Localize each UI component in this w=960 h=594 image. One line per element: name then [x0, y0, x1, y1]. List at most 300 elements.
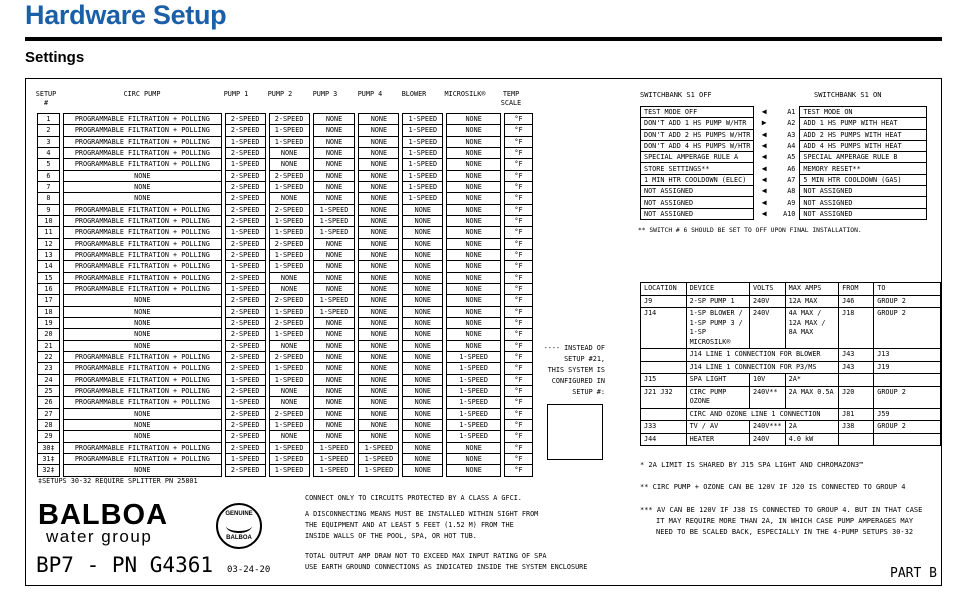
switch-off-label: NOT ASSIGNED: [641, 197, 754, 208]
instead-line: THIS SYSTEM IS: [547, 366, 605, 374]
setup-cell: °F: [505, 261, 533, 272]
brand-tagline: water group: [46, 527, 153, 546]
balboa-logo: [38, 501, 168, 545]
footnote-5: NEED TO BE SCALED BACK, ESPECIALLY IN THE 4-PUMP SETUPS 30-32: [656, 528, 914, 536]
setup-cell: NONE: [403, 340, 443, 351]
setup-cell: NONE: [447, 215, 501, 226]
connection-cell: 240V: [749, 433, 785, 446]
setup-cell: NONE: [313, 136, 355, 147]
setup-cell: NONE: [403, 351, 443, 362]
setup-cell: NONE: [403, 431, 443, 442]
setup-cell: NONE: [447, 147, 501, 158]
setup-row: [38, 204, 533, 215]
header-temp-scale: TEMP SCALE: [500, 90, 522, 107]
connection-cell: 4.0 kW: [785, 433, 838, 446]
switch-id: A5: [787, 153, 796, 162]
instead-note: [533, 343, 605, 398]
connection-cell: GROUP 2: [874, 386, 941, 408]
setup-cell: 29: [38, 431, 60, 442]
setup-cell: NONE: [313, 261, 355, 272]
brand-name: BALBOA: [38, 499, 169, 531]
setup-cell: PROGRAMMABLE FILTRATION + POLLING: [63, 238, 221, 249]
setup-cell: 10: [38, 215, 60, 226]
warning-line: INSIDE WALLS OF THE POOL, SPA, OR HOT TUB.: [305, 532, 477, 540]
setup-cell: 17: [38, 295, 60, 306]
switch-position-arrow-icon: ◀: [761, 152, 767, 162]
setup-cell: PROGRAMMABLE FILTRATION + POLLING: [63, 453, 221, 464]
setup-cell: NONE: [359, 215, 399, 226]
setup-cell: °F: [505, 215, 533, 226]
switch-position-arrow-icon: ▶: [761, 118, 767, 128]
setup-cell: NONE: [359, 181, 399, 192]
setup-cell: 28: [38, 419, 60, 430]
setup-cell: NONE: [403, 385, 443, 396]
setup-cell: NONE: [403, 442, 443, 453]
setup-cell: 2-SPEED: [225, 317, 265, 328]
setup-cell: 22: [38, 351, 60, 362]
switch-id: A10: [783, 209, 796, 218]
setup-cell: 1-SPEED: [225, 397, 265, 408]
setup-cell: PROGRAMMABLE FILTRATION + POLLING: [63, 159, 221, 170]
setup-cell: PROGRAMMABLE FILTRATION + POLLING: [63, 283, 221, 294]
footnote-1: * 2A LIMIT IS SHARED BY J15 SPA LIGHT AND CHROMAZON3™: [640, 461, 864, 469]
connection-cell: J33: [641, 421, 687, 434]
connection-header: VOLTS: [749, 283, 785, 296]
switch-off-label: DON'T ADD 2 HS PUMPS W/HTR: [641, 129, 754, 140]
setup-cell: 1-SPEED: [269, 306, 309, 317]
setup-row: [38, 193, 533, 204]
setup-cell: °F: [505, 306, 533, 317]
switch-on-label: ADD 2 HS PUMPS WITH HEAT: [800, 129, 927, 140]
setup-cell: 2-SPEED: [269, 295, 309, 306]
setup-cell: 1-SPEED: [447, 431, 501, 442]
connection-table: [640, 282, 941, 446]
setup-row: [38, 159, 533, 170]
setup-cell: NONE: [313, 193, 355, 204]
switch-on-label: ADD 4 HS PUMPS WITH HEAT: [800, 140, 927, 151]
setup-cell: PROGRAMMABLE FILTRATION + POLLING: [63, 397, 221, 408]
setup-cell: 1-SPEED: [403, 170, 443, 181]
connection-cell: [874, 374, 941, 387]
switch-off-label: NOT ASSIGNED: [641, 208, 754, 219]
setup-cell: 1-SPEED: [269, 227, 309, 238]
setup-row: [38, 317, 533, 328]
setup-cell: 2-SPEED: [225, 181, 265, 192]
switch-row: [641, 118, 927, 129]
switch-on-label: SPECIAL AMPERAGE RULE B: [800, 152, 927, 163]
connection-cell: GROUP 2: [874, 421, 941, 434]
setup-cell: 15: [38, 272, 60, 283]
setup-row: [38, 340, 533, 351]
setup-cell: NONE: [447, 114, 501, 125]
connection-cell: [874, 433, 941, 446]
setup-cell: 1-SPEED: [403, 136, 443, 147]
connection-cell: 240V: [749, 295, 785, 308]
header-pump-4: PUMP 4: [357, 90, 383, 98]
setup-cell: 18: [38, 306, 60, 317]
setup-cell: 2-SPEED: [269, 238, 309, 249]
setup-row: [38, 170, 533, 181]
connection-cell: GROUP 2: [874, 295, 941, 308]
setup-cell: °F: [505, 351, 533, 362]
setup-cell: NONE: [359, 136, 399, 147]
setup-cell: °F: [505, 159, 533, 170]
setup-row: [38, 272, 533, 283]
setup-cell: NONE: [447, 170, 501, 181]
setup-cell: 1-SPEED: [269, 465, 309, 476]
setup-cell: 2-SPEED: [225, 215, 265, 226]
setup-cell: 2-SPEED: [225, 170, 265, 181]
setup-cell: 5: [38, 159, 60, 170]
setup-cell: 1-SPEED: [313, 295, 355, 306]
setup-cell: NONE: [313, 431, 355, 442]
setup-cell: 1-SPEED: [313, 215, 355, 226]
setup-cell: NONE: [403, 283, 443, 294]
setup-cell: NONE: [359, 170, 399, 181]
setup-cell: 1-SPEED: [403, 147, 443, 158]
switch-on-label: NOT ASSIGNED: [800, 197, 927, 208]
switch-position-arrow-icon: ◀: [761, 129, 767, 139]
setup-row: [38, 363, 533, 374]
switchbank-table: [640, 106, 927, 220]
connection-cell: HEATER: [686, 433, 749, 446]
setup-cell: NONE: [63, 419, 221, 430]
connection-cell: [641, 361, 687, 374]
setup-cell: 2-SPEED: [225, 329, 265, 340]
setup-cell: 4: [38, 147, 60, 158]
switch-on-label: TEST MODE ON: [800, 107, 927, 118]
header-pump-3: PUMP 3: [312, 90, 338, 98]
setup-cell: 2-SPEED: [269, 204, 309, 215]
setup-cell: PROGRAMMABLE FILTRATION + POLLING: [63, 215, 221, 226]
setup-row: [38, 249, 533, 260]
setup-cell: °F: [505, 136, 533, 147]
setup-cell: 2-SPEED: [225, 351, 265, 362]
setup-cell: °F: [505, 397, 533, 408]
connection-cell: J21 J32: [641, 386, 687, 408]
setup-cell: 2-SPEED: [269, 408, 309, 419]
setup-cell: NONE: [403, 249, 443, 260]
setup-cell: NONE: [269, 431, 309, 442]
connection-header: TO: [874, 283, 941, 296]
setup-cell: PROGRAMMABLE FILTRATION + POLLING: [63, 136, 221, 147]
setup-cell: °F: [505, 329, 533, 340]
setup-cell: NONE: [447, 272, 501, 283]
header-pump-1: PUMP 1: [223, 90, 249, 98]
connection-header: MAX AMPS: [785, 283, 838, 296]
setup-cell: °F: [505, 283, 533, 294]
setup-cell: 2-SPEED: [225, 147, 265, 158]
connection-cell: J38: [839, 421, 874, 434]
footnote-2: ** CIRC PUMP + OZONE CAN BE 120V IF J20 IS CONNECTED TO GROUP 4: [640, 483, 906, 491]
setup-cell: NONE: [313, 374, 355, 385]
warning-line: A DISCONNECTING MEANS MUST BE INSTALLED WITHIN SIGHT FROM: [305, 510, 539, 518]
setup-cell: NONE: [359, 329, 399, 340]
switch-on-label: ADD 1 HS PUMP WITH HEAT: [800, 118, 927, 129]
connection-cell: 2A MAX 0.5A: [785, 386, 838, 408]
setup-cell: °F: [505, 453, 533, 464]
part-label: PART B: [890, 566, 937, 581]
connection-cell: [839, 374, 874, 387]
switch-id: A8: [787, 187, 796, 196]
setup-cell: 2-SPEED: [225, 442, 265, 453]
setup-cell: 1-SPEED: [269, 374, 309, 385]
connection-cell: J14 LINE 1 CONNECTION FOR BLOWER: [686, 349, 839, 362]
setup-cell: 1-SPEED: [447, 385, 501, 396]
setup-footnote: ‡SETUPS 30-32 REQUIRE SPLITTER PN 25801: [38, 477, 198, 485]
setup-cell: NONE: [313, 159, 355, 170]
seal-bottom-text: BALBOA: [226, 535, 252, 541]
setup-cell: NONE: [359, 397, 399, 408]
setup-cell: 2-SPEED: [225, 419, 265, 430]
setup-cell: 1-SPEED: [313, 306, 355, 317]
header-setup: SETUP #: [35, 90, 57, 107]
setup-cell: 1-SPEED: [269, 181, 309, 192]
revision-date: 03-24-20: [227, 565, 271, 575]
switch-position-arrow-icon: ◀: [761, 163, 767, 173]
connection-cell: 10V: [749, 374, 785, 387]
setup-cell: 2-SPEED: [225, 249, 265, 260]
switch-row: [641, 152, 927, 163]
switch-id: A2: [787, 119, 796, 128]
setup-cell: 12: [38, 238, 60, 249]
setup-cell: 7: [38, 181, 60, 192]
setup-cell: NONE: [359, 408, 399, 419]
setup-cell: 1-SPEED: [269, 419, 309, 430]
instead-line: CONFIGURED IN: [551, 377, 605, 385]
setup-cell: PROGRAMMABLE FILTRATION + POLLING: [63, 442, 221, 453]
setup-cell: NONE: [63, 295, 221, 306]
setup-cell: NONE: [359, 249, 399, 260]
setup-row: [38, 408, 533, 419]
section-subtitle: Settings: [25, 49, 85, 66]
setup-cell: NONE: [313, 385, 355, 396]
setup-cell: NONE: [313, 114, 355, 125]
setup-cell: PROGRAMMABLE FILTRATION + POLLING: [63, 363, 221, 374]
setup-cell: 2-SPEED: [225, 114, 265, 125]
setup-cell: NONE: [63, 306, 221, 317]
setup-cell: 2-SPEED: [225, 385, 265, 396]
setup-cell: PROGRAMMABLE FILTRATION + POLLING: [63, 249, 221, 260]
setup-row: [38, 215, 533, 226]
setup-cell: PROGRAMMABLE FILTRATION + POLLING: [63, 125, 221, 136]
setup-cell: PROGRAMMABLE FILTRATION + POLLING: [63, 351, 221, 362]
setup-row: [38, 125, 533, 136]
setup-cell: 1-SPEED: [403, 114, 443, 125]
setup-row: [38, 147, 533, 158]
connection-cell: 2A*: [785, 374, 838, 387]
setup-cell: °F: [505, 363, 533, 374]
setup-cell: NONE: [359, 147, 399, 158]
setup-cell: 1-SPEED: [403, 125, 443, 136]
setup-cell: NONE: [313, 249, 355, 260]
setup-row: [38, 351, 533, 362]
setup-cell: PROGRAMMABLE FILTRATION + POLLING: [63, 204, 221, 215]
setup-cell: NONE: [403, 329, 443, 340]
setup-cell: NONE: [359, 295, 399, 306]
footnote-3: *** AV CAN BE 120V IF J38 IS CONNECTED TO GROUP 4. BUT IN THAT CASE: [640, 506, 923, 514]
setup-cell: NONE: [269, 159, 309, 170]
setup-cell: °F: [505, 431, 533, 442]
setup-cell: NONE: [269, 340, 309, 351]
setup-cell: °F: [505, 114, 533, 125]
setup-cell: NONE: [359, 114, 399, 125]
setup-row: [38, 283, 533, 294]
switch-off-label: DON'T ADD 4 HS PUMPS W/HTR: [641, 140, 754, 151]
setup-cell: PROGRAMMABLE FILTRATION + POLLING: [63, 114, 221, 125]
connection-cell: J46: [839, 295, 874, 308]
connection-row: [641, 374, 941, 387]
setup-table: [37, 113, 533, 477]
setup-cell: PROGRAMMABLE FILTRATION + POLLING: [63, 374, 221, 385]
setup-cell: 1-SPEED: [447, 374, 501, 385]
switch-row: [641, 208, 927, 219]
setup-cell: 1-SPEED: [313, 227, 355, 238]
setup-cell: 1-SPEED: [313, 204, 355, 215]
setup-cell: NONE: [447, 442, 501, 453]
connection-cell: 240V***: [749, 421, 785, 434]
setup-cell: NONE: [63, 431, 221, 442]
instead-line: ---- INSTEAD OF: [543, 344, 605, 352]
header-pump-2: PUMP 2: [267, 90, 293, 98]
setup-cell: 14: [38, 261, 60, 272]
setup-cell: NONE: [403, 397, 443, 408]
title-rule: [25, 37, 942, 41]
setup-cell: 2-SPEED: [225, 125, 265, 136]
setup-cell: NONE: [403, 272, 443, 283]
setup-row: [38, 465, 533, 476]
setup-cell: NONE: [403, 363, 443, 374]
setup-cell: 1-SPEED: [269, 363, 309, 374]
setup-cell: NONE: [269, 283, 309, 294]
setup-cell: 1-SPEED: [269, 136, 309, 147]
setup-cell: 2-SPEED: [225, 272, 265, 283]
connection-header: FROM: [839, 283, 874, 296]
connection-cell: J20: [839, 386, 874, 408]
switch-row: [641, 197, 927, 208]
setup-cell: 1-SPEED: [447, 397, 501, 408]
setup-row: [38, 238, 533, 249]
setup-cell: 1-SPEED: [359, 453, 399, 464]
connection-cell: J18: [839, 308, 874, 349]
setup-cell: PROGRAMMABLE FILTRATION + POLLING: [63, 147, 221, 158]
setup-cell: 1-SPEED: [313, 442, 355, 453]
setup-cell: 1-SPEED: [225, 283, 265, 294]
connection-row: [641, 421, 941, 434]
switch-id: A3: [787, 130, 796, 139]
setup-entry-box[interactable]: [547, 404, 603, 460]
setup-cell: 1-SPEED: [269, 261, 309, 272]
setup-cell: NONE: [359, 385, 399, 396]
setup-cell: 1-SPEED: [447, 408, 501, 419]
setup-cell: 1-SPEED: [359, 465, 399, 476]
connection-cell: CIRC PUMP OZONE: [686, 386, 749, 408]
setup-cell: NONE: [313, 408, 355, 419]
connection-cell: J14 LINE 1 CONNECTION FOR P3/MS: [686, 361, 839, 374]
setup-cell: 1-SPEED: [269, 215, 309, 226]
setup-cell: 1-SPEED: [313, 453, 355, 464]
connection-cell: [641, 349, 687, 362]
switch-position-arrow-icon: ◀: [761, 141, 767, 151]
setup-cell: NONE: [359, 227, 399, 238]
setup-cell: NONE: [313, 125, 355, 136]
setup-cell: NONE: [447, 181, 501, 192]
setup-cell: NONE: [63, 181, 221, 192]
setup-cell: NONE: [403, 204, 443, 215]
setup-cell: 2-SPEED: [225, 340, 265, 351]
setup-row: [38, 306, 533, 317]
setup-cell: NONE: [359, 351, 399, 362]
connection-header: LOCATION: [641, 283, 687, 296]
setup-cell: NONE: [313, 181, 355, 192]
switch-row: [641, 140, 927, 151]
connection-cell: CIRC AND OZONE LINE 1 CONNECTION: [686, 408, 839, 421]
setup-cell: °F: [505, 340, 533, 351]
setup-cell: °F: [505, 374, 533, 385]
instead-line: SETUP #21,: [564, 355, 605, 363]
setup-cell: 2-SPEED: [225, 238, 265, 249]
switch-id: A7: [787, 175, 796, 184]
setup-cell: NONE: [269, 385, 309, 396]
setup-row: [38, 329, 533, 340]
setup-cell: NONE: [359, 374, 399, 385]
setup-cell: 2-SPEED: [225, 363, 265, 374]
setup-cell: 1-SPEED: [403, 159, 443, 170]
warning-line: TOTAL OUTPUT AMP DRAW NOT TO EXCEED MAX INPUT RATING OF SPA: [305, 552, 547, 560]
setup-cell: NONE: [359, 272, 399, 283]
setup-cell: NONE: [447, 249, 501, 260]
setup-cell: NONE: [447, 295, 501, 306]
setup-cell: 1: [38, 114, 60, 125]
instead-line: SETUP #:: [572, 388, 605, 396]
setup-cell: °F: [505, 181, 533, 192]
header-blower: BLOWER: [401, 90, 427, 98]
setup-cell: 1-SPEED: [225, 227, 265, 238]
connection-cell: 240V: [749, 308, 785, 349]
wave-icon: [226, 519, 252, 533]
setup-cell: NONE: [403, 295, 443, 306]
setup-cell: 2-SPEED: [269, 317, 309, 328]
setup-cell: 1-SPEED: [447, 363, 501, 374]
setup-row: [38, 181, 533, 192]
setup-cell: °F: [505, 272, 533, 283]
setup-cell: NONE: [403, 261, 443, 272]
setup-cell: NONE: [403, 306, 443, 317]
setup-cell: 1-SPEED: [225, 136, 265, 147]
setup-cell: NONE: [403, 453, 443, 464]
setup-cell: 2-SPEED: [269, 114, 309, 125]
setup-cell: NONE: [313, 329, 355, 340]
setup-cell: 1-SPEED: [359, 442, 399, 453]
setup-cell: NONE: [63, 465, 221, 476]
setup-cell: NONE: [447, 465, 501, 476]
setup-cell: NONE: [447, 204, 501, 215]
connection-cell: 2A: [785, 421, 838, 434]
connection-cell: J81: [839, 408, 874, 421]
setup-cell: NONE: [359, 159, 399, 170]
setup-cell: °F: [505, 442, 533, 453]
setup-cell: 1-SPEED: [447, 351, 501, 362]
setup-cell: 1-SPEED: [403, 181, 443, 192]
setup-cell: NONE: [447, 136, 501, 147]
setup-cell: 1-SPEED: [225, 159, 265, 170]
setup-cell: NONE: [359, 317, 399, 328]
setup-cell: PROGRAMMABLE FILTRATION + POLLING: [63, 272, 221, 283]
setup-cell: NONE: [359, 238, 399, 249]
setup-cell: NONE: [447, 317, 501, 328]
setup-cell: 1-SPEED: [269, 249, 309, 260]
connection-cell: TV / AV: [686, 421, 749, 434]
